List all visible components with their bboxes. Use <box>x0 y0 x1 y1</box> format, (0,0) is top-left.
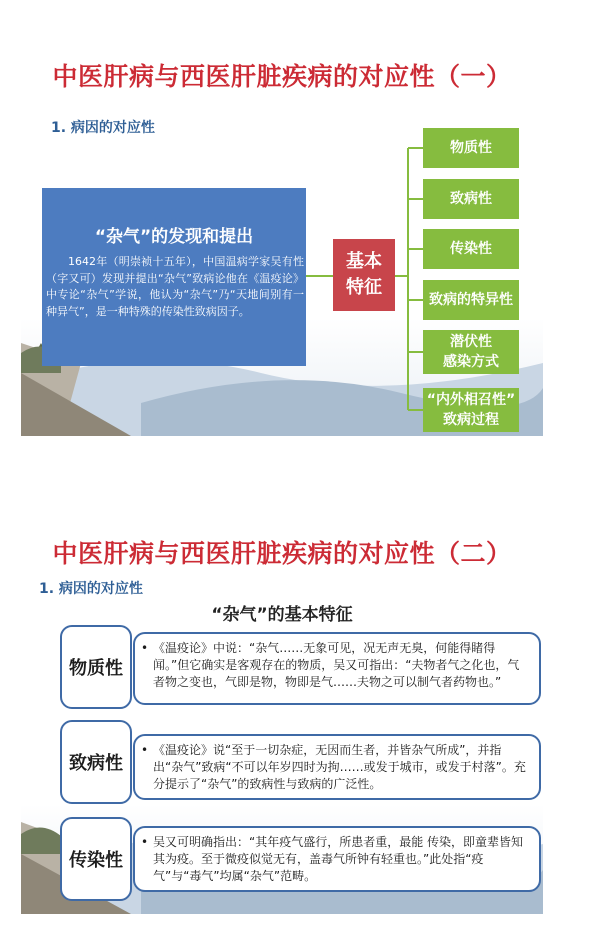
feature-label: 致病性 <box>450 191 492 207</box>
bullet: • <box>141 743 149 757</box>
row-label-infectivity: 传染性 <box>60 817 132 901</box>
basic-features-line2: 特征 <box>346 277 382 298</box>
row-text-materiality <box>133 632 541 705</box>
feature-label: 潜伏性 感染方式 <box>443 334 499 370</box>
slide-title: 中医肝病与西医肝脏疾病的对应性（二） <box>52 539 512 568</box>
section-label: 1. 病因的对应性 <box>39 581 143 597</box>
row-text: 《温疫论》说“至于一切杂症，无因而生者，并皆杂气所成”，并指出“杂气”致病“不可以年岁四时为拘……或发于城市，或发于村落”。充分提示了“杂气”的致病性与致病的广泛性。 <box>153 743 526 791</box>
feature-box-latency <box>423 330 519 374</box>
row-text: 吴又可明确指出：“其年疫气盛行，所患者重，最能 传染，即童辈皆知其为疫。至于微疫似觉无有，盖毒气所钟有轻重也。”此处指“疫气”与“毒气”均属“杂气”范畴。 <box>153 835 524 883</box>
zaqi-discovery-text: 1642年（明崇祯十五年），中国温病学家吴有性（字又可）发现并提出“杂气”致病论他在《温疫论》中专论“杂气”学说，他认为“杂气”乃“天地间别有一种异气”，是一种特殊的传染性致病因子。 <box>46 255 304 318</box>
row-label-pathogenicity: 致病性 <box>60 720 132 804</box>
basic-features-box <box>333 239 395 311</box>
bullet: • <box>141 835 149 849</box>
basic-features-line1: 基本 <box>346 251 382 272</box>
feature-label: 传染性 <box>450 241 492 257</box>
zaqi-discovery-title: “杂气”的发现和提出 <box>94 227 254 247</box>
slide-2 <box>21 522 543 914</box>
slide-1 <box>21 43 543 436</box>
feature-box-pathogenicity <box>423 179 519 219</box>
subtitle: “杂气”的基本特征 <box>211 605 353 625</box>
feature-box-infectivity <box>423 229 519 269</box>
feature-label: 物质性 <box>450 140 492 156</box>
bullet: • <box>141 641 149 655</box>
slide-title: 中医肝病与西医肝脏疾病的对应性（一） <box>52 62 512 91</box>
feature-box-materiality <box>423 128 519 168</box>
zaqi-discovery-box <box>42 188 306 366</box>
row-label-materiality: 物质性 <box>60 625 132 709</box>
row-text-pathogenicity <box>133 734 541 800</box>
feature-box-inner-outer <box>423 388 519 432</box>
feature-label: 致病的特异性 <box>429 292 513 308</box>
row-text-infectivity <box>133 826 541 892</box>
row-text: 《温疫论》中说：“杂气……无象可见，况无声无臭，何能得睹得闻。”但它确实是客观存在的物质，吴又可指出：“夫物者气之化也，气者物之变也，气即是物，物即是气……夫物之可以制气者药物也。” <box>153 641 520 689</box>
feature-label: “内外相召性” 致病过程 <box>426 392 516 428</box>
section-label: 1. 病因的对应性 <box>51 120 155 136</box>
feature-box-specificity <box>423 280 519 320</box>
